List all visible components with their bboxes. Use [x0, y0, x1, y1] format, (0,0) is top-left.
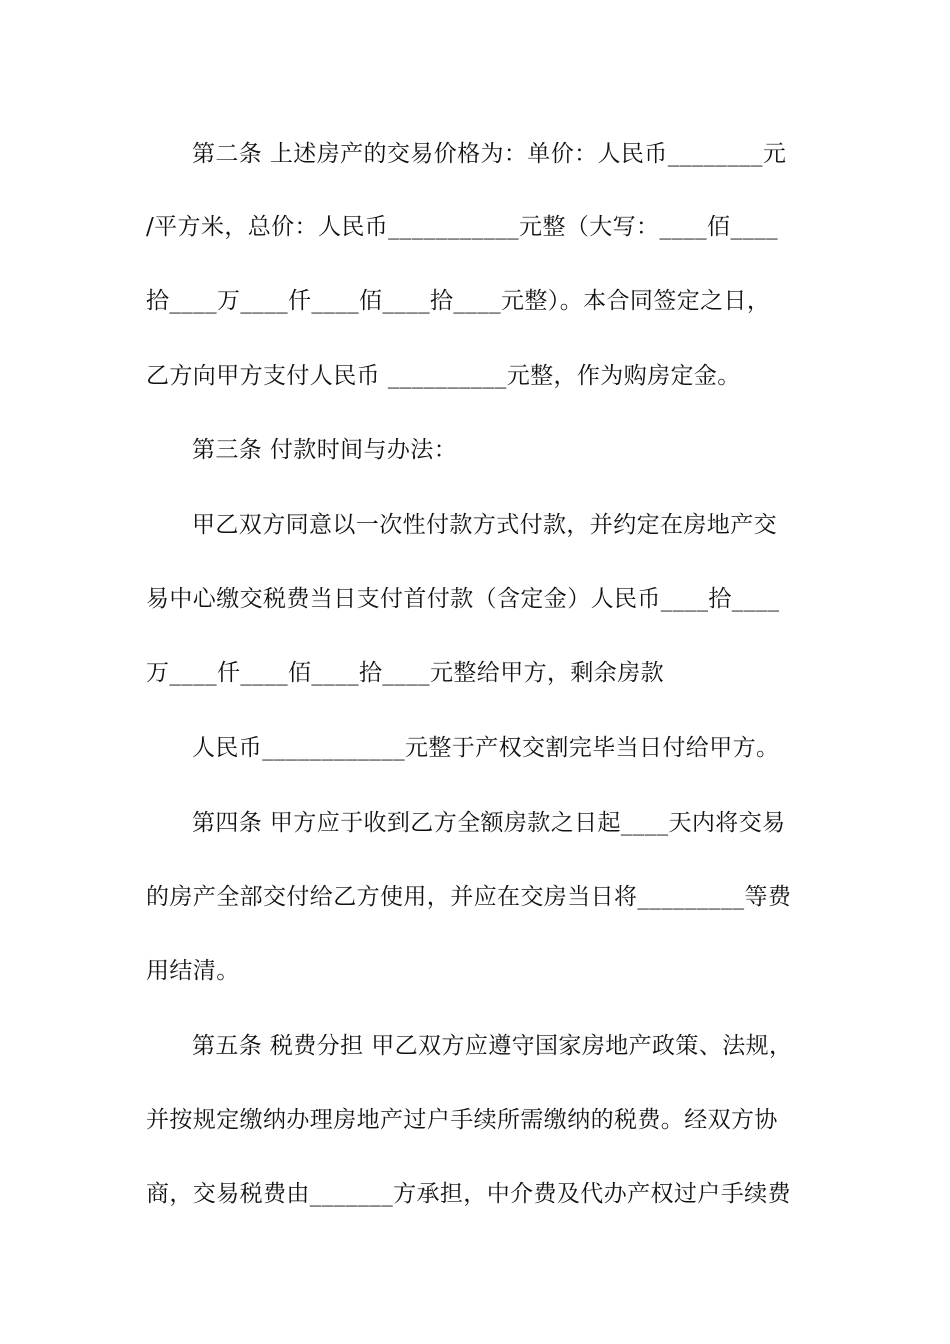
clause-3-line-3: 万____仟____佰____拾____元整给甲方，剩余房款 [146, 660, 664, 686]
clause-4-line-3: 用结清。 [146, 958, 240, 984]
clause-5-line-2: 并按规定缴纳办理房地产过户手续所需缴纳的税费。经双方协 [146, 1107, 778, 1133]
clause-2-line-4: 乙方向甲方支付人民币 __________元整，作为购房定金。 [146, 363, 741, 389]
clause-3-line-4: 人民币____________元整于产权交割完毕当日付给甲方。 [192, 735, 780, 761]
clause-4-line-1: 第四条 甲方应于收到乙方全额房款之日起____天内将交易 [192, 810, 786, 836]
clause-5-line-1: 第五条 税费分担 甲乙双方应遵守国家房地产政策、法规， [192, 1033, 793, 1059]
clause-2-line-3: 拾____万____仟____佰____拾____元整）。本合同签定之日， [146, 288, 771, 314]
clause-2-line-1: 第二条 上述房产的交易价格为：单价：人民币________元 [192, 141, 787, 167]
clause-3-line-2: 易中心缴交税费当日支付首付款（含定金）人民币____拾____ [146, 586, 780, 612]
clause-2-line-2: /平方米，总价：人民币___________元整（大写：____佰____ [146, 214, 779, 240]
clause-4-line-2: 的房产全部交付给乙方使用，并应在交房当日将_________等费 [146, 884, 792, 910]
clause-3-line-1: 甲乙双方同意以一次性付款方式付款，并约定在房地产交 [192, 512, 777, 538]
clause-5-line-3: 商，交易税费由_______方承担，中介费及代办产权过户手续费 [146, 1181, 791, 1207]
clause-3-heading: 第三条 付款时间与办法： [192, 437, 458, 463]
